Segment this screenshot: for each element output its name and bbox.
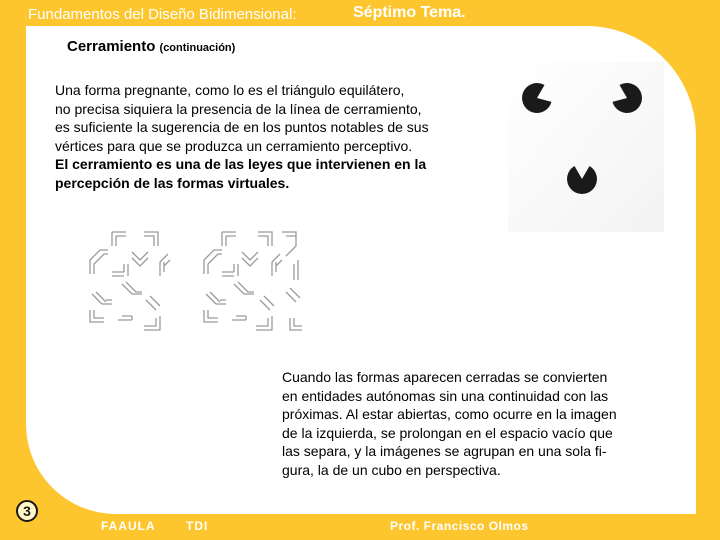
- paragraph-line: las separa, y la imágenes se agrupan en una sola fi-: [282, 443, 607, 459]
- footer-author: Prof. Francisco Olmos: [390, 519, 529, 533]
- paragraph-line: en entidades autónomas sin una continuidad con las: [282, 387, 609, 404]
- cube-fragment-right: [204, 232, 302, 330]
- paragraph-line: no precisa siquiera la presencia de la línea de cerramiento,: [55, 100, 422, 117]
- open-cube-figure: [82, 222, 314, 334]
- course-title: Fundamentos del Diseño Bidimensional:: [28, 6, 297, 23]
- paragraph-line: Cuando las formas aparecen cerradas se convierten: [282, 369, 608, 385]
- paragraph-line: vértices para que se produzca un cerramiento perceptivo.: [55, 137, 413, 154]
- paragraph-line: de la izquierda, se prolongan en el espacio vacío que: [282, 424, 613, 441]
- paragraph-line: próximas. Al estar abiertas, como ocurre en la imagen: [282, 406, 617, 422]
- footer-school: FAAULA: [101, 519, 156, 533]
- paragraph-closure: [282, 368, 682, 479]
- illusory-triangle-figure: [508, 62, 664, 232]
- paragraph-bold-line: percepción de las formas virtuales.: [55, 174, 290, 191]
- footer-dept: TDI: [186, 519, 209, 533]
- paragraph-bold-line: El cerramiento es una de las leyes que intervienen en la: [55, 156, 427, 172]
- section-title-main: Cerramiento: [67, 38, 156, 55]
- page-number-badge[interactable]: 3: [16, 500, 38, 522]
- paragraph-triangle: [55, 81, 495, 192]
- paragraph-line: gura, la de un cubo en perspectiva.: [282, 461, 501, 478]
- cube-fragment-left: [90, 232, 170, 330]
- topic-title: Séptimo Tema.: [353, 4, 466, 21]
- section-title-sub: (continuación): [159, 42, 236, 54]
- section-title: [67, 38, 235, 55]
- paragraph-line: Una forma pregnante, como lo es el triángulo equilátero,: [55, 82, 405, 98]
- paragraph-line: es suficiente la sugerencia de en los puntos notables de sus: [55, 119, 429, 135]
